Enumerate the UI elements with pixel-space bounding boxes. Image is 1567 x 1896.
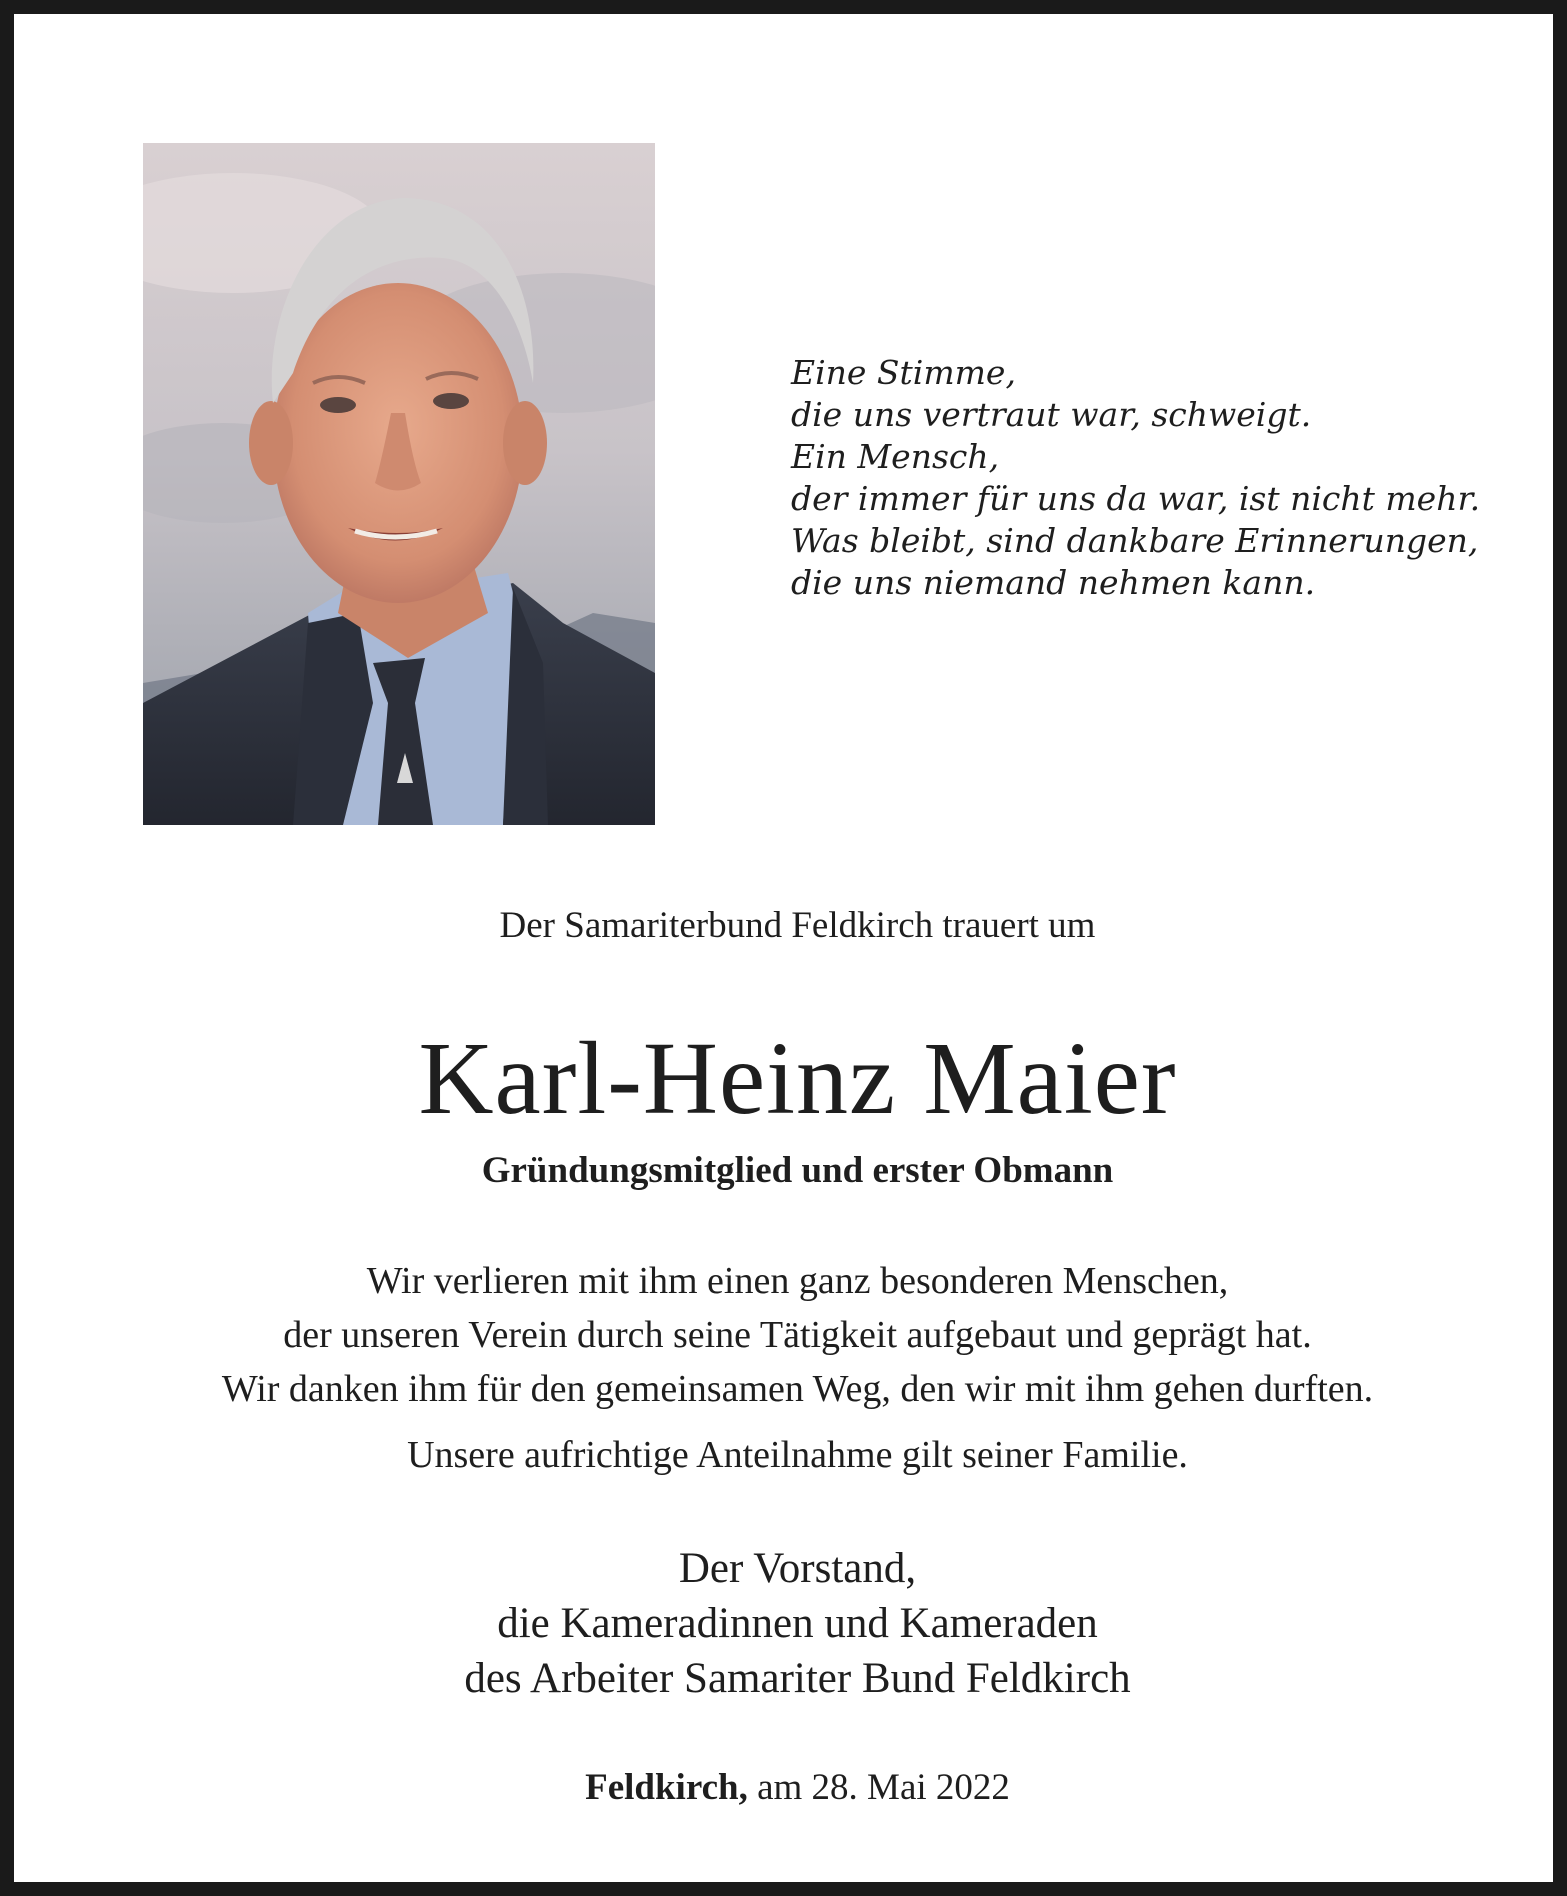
deceased-name: Karl-Heinz Maier — [418, 1021, 1177, 1136]
signature-line: des Arbeiter Samariter Bund Feldkirch — [464, 1655, 1131, 1702]
poem-line: der immer für uns da war, ist nicht mehr. — [791, 479, 1481, 518]
deceased-role: Gründungsmitglied und erster Obmann — [481, 1150, 1114, 1191]
poem-line: die uns vertraut war, schweigt. — [791, 395, 1312, 434]
memorial-poem — [791, 352, 1480, 604]
tribute-line: Unsere aufrichtige Anteilnahme gilt seiner Familie. — [407, 1434, 1188, 1476]
dateline — [14, 1766, 1567, 1809]
dateline-place: Feldkirch, — [585, 1767, 748, 1808]
tribute-line: Wir verlieren mit ihm einen ganz besonderen Menschen, — [366, 1260, 1229, 1302]
signature-block — [14, 1541, 1567, 1706]
signature-line: Der Vorstand, — [678, 1545, 917, 1592]
signature-line: die Kameradinnen und Kameraden — [497, 1600, 1098, 1647]
portrait-photo — [143, 143, 655, 825]
poem-line: die uns niemand nehmen kann. — [791, 563, 1316, 602]
tribute-paragraph — [14, 1362, 1567, 1416]
tribute-line: der unseren Verein durch seine Tätigkeit aufgebaut und geprägt hat. — [283, 1314, 1312, 1356]
tribute-paragraph — [14, 1428, 1567, 1482]
mourning-intro: Der Samariterbund Feldkirch trauert um — [499, 905, 1096, 946]
tribute-line: Wir danken ihm für den gemeinsamen Weg, den wir mit ihm gehen durften. — [221, 1368, 1374, 1410]
dateline-date: am 28. Mai 2022 — [757, 1767, 1010, 1808]
tribute-paragraph — [14, 1254, 1567, 1362]
poem-line: Was bleibt, sind dankbare Erinnerungen, — [791, 521, 1479, 560]
poem-line: Eine Stimme, — [791, 353, 1016, 392]
poem-line: Ein Mensch, — [791, 437, 1000, 476]
